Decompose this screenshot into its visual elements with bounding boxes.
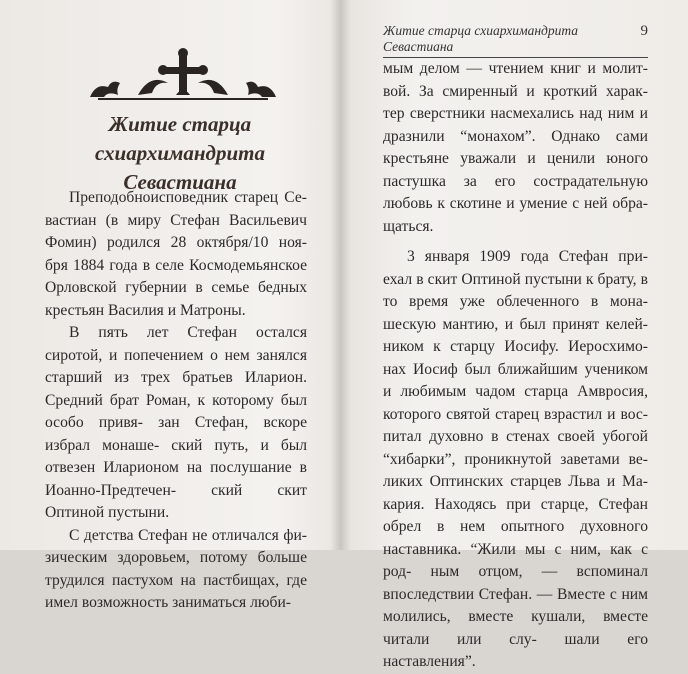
cross-ornament-icon xyxy=(78,45,288,105)
paragraph xyxy=(383,58,648,238)
text-line: “хибарки”, проникнутой заветами ве- xyxy=(383,450,648,468)
page-number: 9 xyxy=(640,23,648,39)
text-line: ником к старцу Иосифу. Иеросхимо- xyxy=(383,338,648,355)
paragraph xyxy=(45,525,307,615)
text-line: крестьяне уважали и ценили юного xyxy=(383,150,648,167)
text-line: нах Иосиф был ближайшим учеником xyxy=(383,360,648,378)
text-line: ский путь, и был отвезен Иларионом xyxy=(45,436,308,476)
text-line: из трех братьев Иларион. Средний брат xyxy=(45,369,307,409)
paragraph xyxy=(45,187,307,322)
text-line: питал духовно в стенах своей убогой xyxy=(383,428,648,445)
text-line: имел возможность заниматься люби- xyxy=(45,594,292,611)
chapter-title-line: схиархимандрита xyxy=(95,141,265,165)
text-line: трудился пастухом на пастбищах, где xyxy=(45,571,307,589)
right-page-text xyxy=(383,58,648,674)
text-line: наставника. “Жили мы с ним, как с род- xyxy=(383,540,648,580)
text-line: которого святой старец взрастил и вос- xyxy=(383,405,648,423)
text-line: и попечением о нем занялся старший xyxy=(45,346,307,386)
paragraph xyxy=(45,322,307,525)
text-line: мым делом — чтением книг и молит- xyxy=(383,60,648,77)
chapter-title-line: Севастиана xyxy=(123,170,237,194)
text-line: С детства Стефан не отличался фи- xyxy=(69,526,307,544)
text-line: зическим здоровьем, потому больше xyxy=(45,549,307,566)
text-line: зан Стефан, вскоре избрал монаше- xyxy=(45,414,307,454)
running-head xyxy=(383,23,648,58)
text-line: тер сверстники насмехались над ним xyxy=(383,105,635,122)
chapter-title xyxy=(65,110,295,197)
text-line: и любимым чадом старца Амвросия, xyxy=(383,383,648,400)
text-line: ным отцом, — вспоминал впоследствии xyxy=(383,563,648,603)
text-line: на послушание в Иоанно-Предтечен- xyxy=(45,459,308,499)
text-line: в то время уже облеченного в мона- xyxy=(383,270,648,310)
text-line: кария. Находясь при старце, Стефан xyxy=(383,495,648,513)
running-head-title: Житие старца схиархимандрита Севастиана xyxy=(383,23,579,54)
text-line: ликих Оптинских старцев Льва и Ма- xyxy=(383,473,648,490)
text-line: любовь к скотине и умение с ней обра- xyxy=(383,195,648,212)
left-page xyxy=(0,0,340,611)
text-line: пастушка за его сострадательную xyxy=(383,172,648,190)
text-line: и дразнили “монахом”. Однако сами xyxy=(383,105,648,145)
chapter-title-line: Житие старца xyxy=(108,112,252,136)
text-line: вастиан (в миру Стефан Васильевич xyxy=(45,211,307,229)
text-line: Преподобноисповедник старец Се- xyxy=(69,189,307,206)
text-line: шескую мантию, и был принят келей- xyxy=(383,315,648,333)
text-line: вой. За смиренный и кроткий харак- xyxy=(383,82,648,100)
text-line: обрел в нем опытного духовного xyxy=(383,518,648,535)
text-line: В пять лет Стефан остался сиротой, xyxy=(45,324,307,364)
text-line: Роман, к которому был особо привя- xyxy=(45,391,307,431)
text-line: Фомин) родился 28 октября/10 ноя- xyxy=(45,234,307,251)
text-line: бря 1884 года в селе Космодемьянское xyxy=(45,256,307,274)
text-line: ехал в скит Оптиной пустыни к брату, xyxy=(383,270,637,288)
text-line: ский скит Оптиной пустыни. xyxy=(45,481,307,521)
left-page-text xyxy=(45,187,307,615)
text-line: Стефан. — Вместе с ним молились, xyxy=(383,585,648,625)
text-line: крестьян Василия и Матроны. xyxy=(45,301,246,319)
text-line: вместе кушали, вместе читали или слу- xyxy=(383,608,648,648)
text-line: щаться. xyxy=(383,217,434,235)
text-line: шали его наставления”. xyxy=(383,630,649,670)
paragraph xyxy=(383,246,648,674)
text-line: 3 января 1909 года Стефан при- xyxy=(407,248,648,265)
text-line: Орловской губернии в семье бедных xyxy=(45,279,307,296)
